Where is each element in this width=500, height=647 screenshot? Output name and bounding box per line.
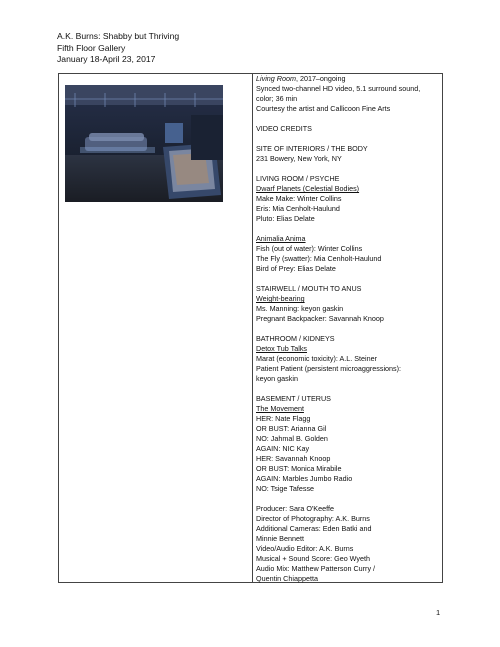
video-credits (256, 74, 440, 584)
credit-line: HER: Savannah Knoop (256, 454, 331, 463)
credit-line: LIVING ROOM / PSYCHE (256, 174, 340, 183)
installation-photo (65, 85, 223, 202)
credit-line: Living Room, 2017–ongoing (256, 74, 346, 83)
credit-line: Synced two-channel HD video, 5.1 surround sound, (256, 84, 421, 93)
credit-line: Quentin Chiappetta (256, 574, 318, 583)
gallery-name: Fifth Floor Gallery (57, 42, 126, 53)
credit-line: NO: Tsige Tafesse (256, 484, 315, 493)
credit-line: AGAIN: NIC Kay (256, 444, 310, 453)
credit-line: Make Make: Winter Collins (256, 194, 342, 203)
exhibition-title: A.K. Burns: Shabby but Thriving (57, 31, 180, 41)
blank-line (256, 274, 440, 284)
credit-line: Audio Mix: Matthew Patterson Curry / (256, 564, 376, 573)
blank-line (256, 494, 440, 504)
credit-line: Minnie Bennett (256, 534, 304, 543)
credit-line: Bird of Prey: Elias Delate (256, 264, 336, 273)
blank-line (256, 224, 440, 234)
credit-line: Weight-bearing (256, 294, 305, 303)
credit-line: SITE OF INTERIORS / THE BODY (256, 144, 368, 153)
blank-line (256, 164, 440, 174)
credit-line: Courtesy the artist and Callicoon Fine Arts (256, 104, 391, 113)
credit-line: color; 36 min (256, 94, 298, 103)
document-header (57, 31, 179, 66)
credit-line: Dwarf Planets (Celestial Bodies) (256, 184, 360, 193)
credit-line: Pluto: Elias Delate (256, 214, 315, 223)
blank-line (256, 324, 440, 334)
credit-line: Additional Cameras: Eden Batki and (256, 524, 372, 533)
credit-line: Animalia Anima (256, 234, 306, 243)
credit-line: Pregnant Backpacker: Savannah Knoop (256, 314, 384, 323)
credit-line: 231 Bowery, New York, NY (256, 154, 342, 163)
credit-line: AGAIN: Marbles Jumbo Radio (256, 474, 353, 483)
credit-line: Ms. Manning: keyon gaskin (256, 304, 344, 313)
credits-table (58, 73, 443, 583)
credit-line: Patient Patient (persistent microaggressions): (256, 364, 402, 373)
credit-line: BASEMENT / UTERUS (256, 394, 331, 403)
credit-line: Producer: Sara O'Keeffe (256, 504, 334, 513)
blank-line (256, 134, 440, 144)
credit-line: HER: Nate Flagg (256, 414, 311, 423)
credit-line: The Fly (swatter): Mia Cenholt-Haulund (256, 254, 382, 263)
credit-line: BATHROOM / KIDNEYS (256, 334, 335, 343)
credit-line: Marat (economic toxicity): A.L. Steiner (256, 354, 378, 363)
exhibition-dates: January 18-April 23, 2017 (57, 54, 156, 64)
credit-line: STAIRWELL / MOUTH TO ANUS (256, 284, 362, 293)
credit-line: Video/Audio Editor: A.K. Burns (256, 544, 354, 553)
page-number: 1 (436, 608, 441, 617)
column-divider (252, 74, 253, 582)
installation-photo-image (65, 85, 223, 202)
credit-line: Eris: Mia Cenholt-Haulund (256, 204, 340, 213)
credit-line: OR BUST: Arianna Gil (256, 424, 327, 433)
credit-line: NO: Jahmal B. Golden (256, 434, 328, 443)
credit-line: The Movement (256, 404, 304, 413)
blank-line (256, 114, 440, 124)
credit-line: Musical + Sound Score: Geo Wyeth (256, 554, 370, 563)
artwork-title: Living Room (256, 74, 296, 83)
credit-line: VIDEO CREDITS (256, 124, 312, 133)
blank-line (256, 384, 440, 394)
credit-line: Director of Photography: A.K. Burns (256, 514, 370, 523)
credit-line: OR BUST: Monica Mirabile (256, 464, 342, 473)
credit-line: Detox Tub Talks (256, 344, 308, 353)
credit-line: Fish (out of water): Winter Collins (256, 244, 363, 253)
credit-line: keyon gaskin (256, 374, 298, 383)
